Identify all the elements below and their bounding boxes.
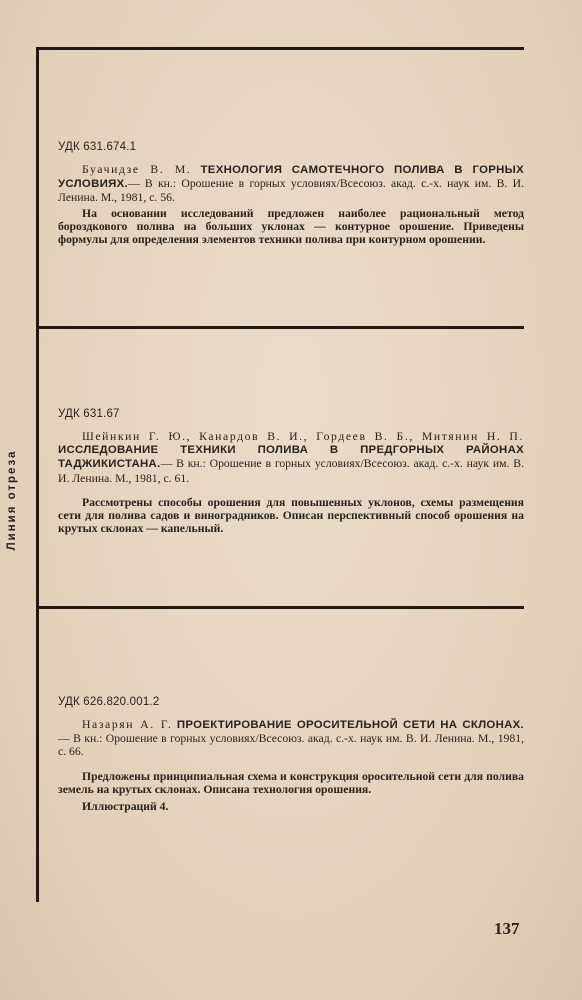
abstract-card-2 xyxy=(58,408,524,535)
side-label-text: Линия отреза xyxy=(6,449,18,551)
abstract-card-1 xyxy=(58,141,524,246)
title: ТЕХНОЛОГИЯ САМОТЕЧНОГО ПОЛИВА В ГОРНЫХ УСЛОВИЯХ. xyxy=(58,164,524,191)
citation xyxy=(58,718,524,759)
udc-code: УДК 631.67 xyxy=(58,408,120,420)
source: — В кн.: Орошение в горных условиях/Всесоюз. акад. с.-х. наук им. В. И. Ленина. М., 1981, с. 61. xyxy=(58,457,524,485)
cut-line-2 xyxy=(36,606,524,609)
author: Буачидзе В. М. xyxy=(82,163,192,176)
citation xyxy=(58,163,524,205)
udc-code: УДК 631.674.1 xyxy=(58,141,137,153)
abstract-text: На основании исследований предложен наиболее рациональный метод бороздкового полива на больших уклонах — контурное орошение. Приведены формулы для определения элементов техники полива при контурном орошении. xyxy=(58,206,524,247)
abstract-card-3 xyxy=(58,696,524,813)
source: — В кн.: Орошение в горных условиях/Всесоюз. акад. с.-х. наук им. В. И. Ленина. М., 1981, с. 56. xyxy=(58,177,524,205)
title: ПРОЕКТИРОВАНИЕ ОРОСИТЕЛЬНОЙ СЕТИ НА СКЛОНАХ. xyxy=(176,719,524,731)
author: Назарян А. Г. xyxy=(82,718,173,731)
illustrations-count: Иллюстраций 4. xyxy=(82,800,169,814)
page-number: 137 xyxy=(494,919,520,938)
abstract-text: Рассмотрены способы орошения для повышенных уклонов, схемы размещения сети для полива садов и виноградников. Описан перспективный способ орошения на крутых склонах — капельный. xyxy=(58,495,524,536)
author: Шейнкин Г. Ю., Канардов В. И., Гордеев В. Б., Митянин Н. П. xyxy=(82,430,524,443)
cut-line-top xyxy=(36,47,524,50)
cut-frame-vertical-line xyxy=(36,47,39,902)
abstract-text: Предложены принципиальная схема и конструкция оросительной сети для полива земель на крутых склонах. Описана технология орошения. xyxy=(58,769,524,796)
udc-code: УДК 626.820.001.2 xyxy=(58,696,160,708)
cut-line-side-label xyxy=(0,415,24,585)
title: ИССЛЕДОВАНИЕ ТЕХНИКИ ПОЛИВА В ПРЕДГОРНЫХ РАЙОНАХ ТАДЖИКИСТАНА. xyxy=(58,444,524,471)
cut-line-1 xyxy=(36,326,524,329)
citation xyxy=(58,430,524,485)
source: — В кн.: Орошение в горных условиях/Всесоюз. акад. с.-х. наук им. В. И. Ленина. М., 1981, с. 66. xyxy=(58,732,524,759)
